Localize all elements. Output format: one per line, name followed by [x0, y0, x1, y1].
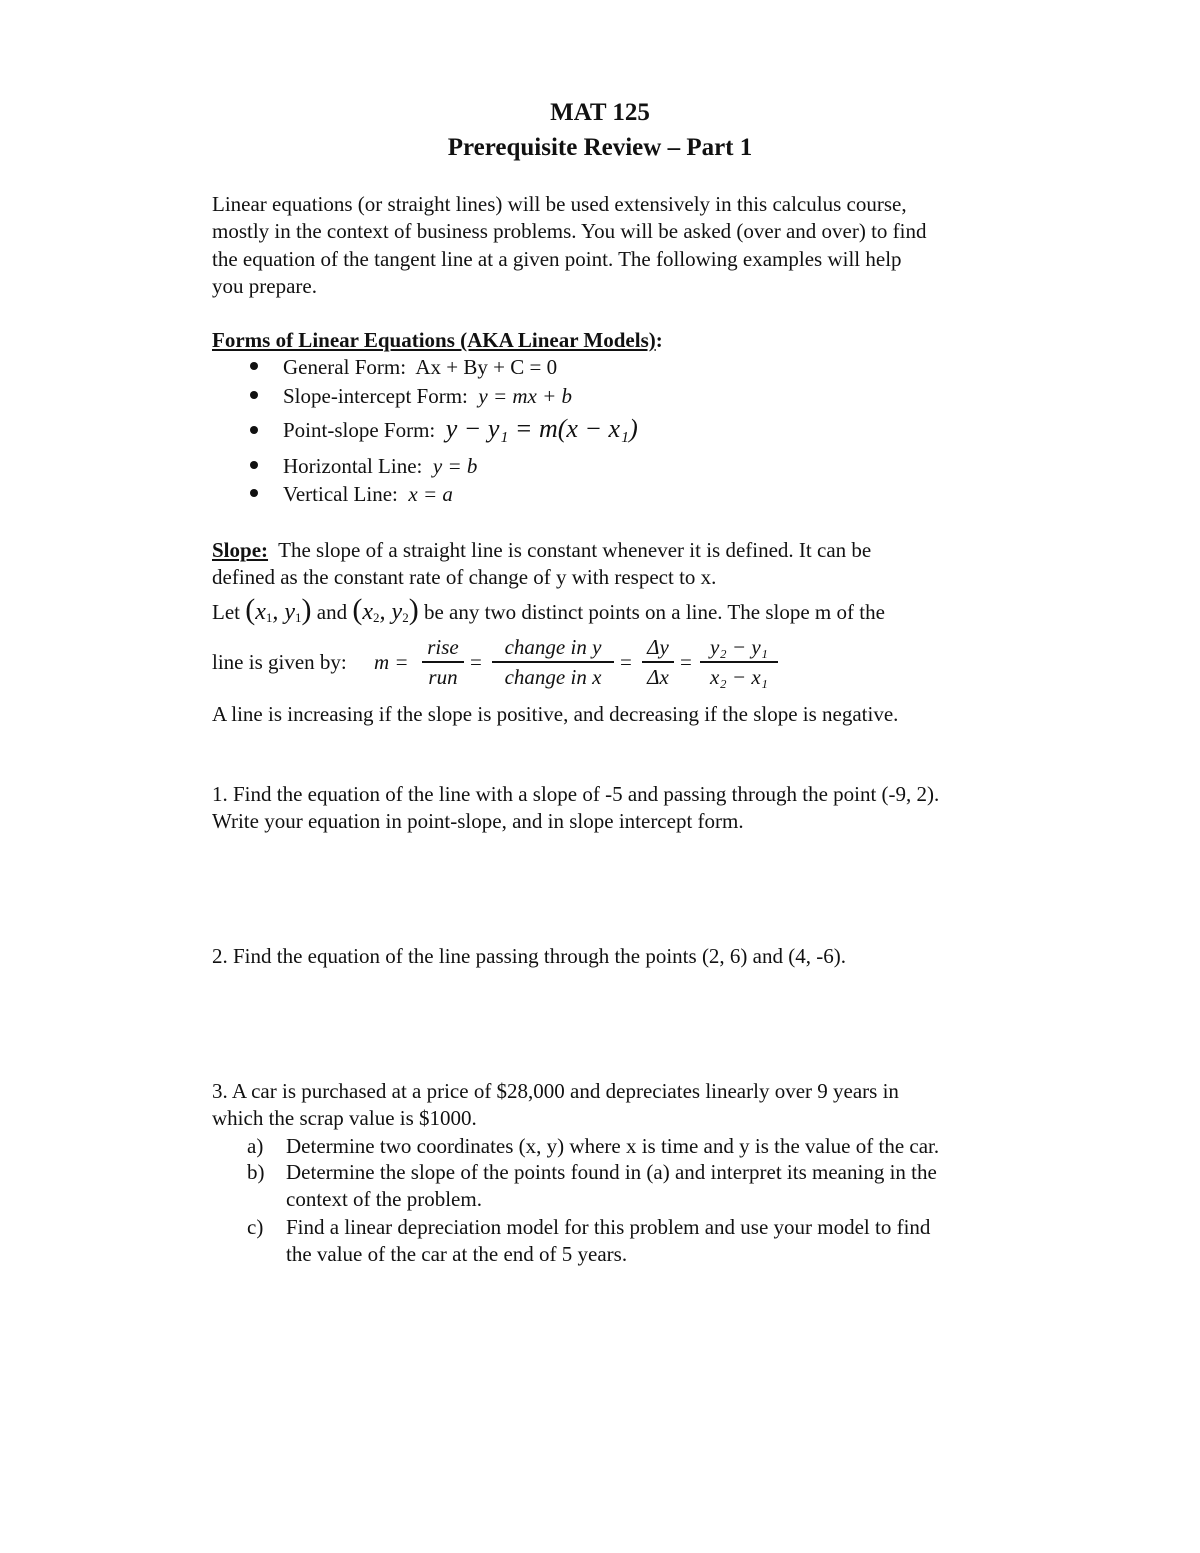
- fraction-bar: [700, 661, 778, 663]
- form-label: Point-slope Form:: [283, 418, 436, 442]
- slope-def-text: be any two distinct points on a line. The slope m of the: [423, 600, 885, 624]
- equals-sign: =: [680, 650, 692, 674]
- subpart-text: Determine the slope of the points found in (a) and interpret its meaning in the: [286, 1160, 937, 1184]
- form-label: Slope-intercept Form:: [283, 384, 468, 408]
- fraction-bar: [422, 661, 464, 663]
- forms-heading-row: [212, 327, 663, 353]
- equals-sign: =: [620, 650, 632, 674]
- m-equals: m =: [374, 650, 409, 674]
- slope-line-3: [212, 593, 885, 631]
- bullet-icon: [250, 391, 258, 399]
- page-title: Prerequisite Review – Part 1: [447, 134, 753, 161]
- problem-3-line-2: which the scrap value is $1000.: [212, 1106, 477, 1130]
- form-item-slope-intercept: [283, 383, 572, 409]
- fraction-points: [700, 634, 778, 690]
- intro-line: mostly in the context of business problems. You will be asked (over and over) to find: [212, 219, 927, 243]
- slope-formula-label: line is given by:: [212, 650, 347, 674]
- let-word: Let: [212, 600, 240, 624]
- problem-1-line-1: 1. Find the equation of the line with a slope of -5 and passing through the point (-9, 2).: [212, 782, 940, 806]
- subpart-letter: b): [247, 1160, 265, 1184]
- subpart-text: Determine two coordinates (x, y) where x is time and y is the value of the car.: [286, 1134, 940, 1158]
- form-formula: Ax + By + C = 0: [415, 355, 558, 379]
- fraction-rise-run: [422, 634, 464, 690]
- problem-1-line-2: Write your equation in point-slope, and in slope intercept form.: [212, 809, 744, 833]
- equals-sign: =: [470, 650, 482, 674]
- fraction-delta: [642, 634, 674, 690]
- form-item-horizontal: [283, 453, 477, 479]
- subpart-text: Find a linear depreciation model for this problem and use your model to find: [286, 1215, 931, 1239]
- subpart-text: the value of the car at the end of 5 years.: [286, 1242, 628, 1266]
- slope-line-1: [212, 537, 871, 563]
- course-title: MAT 125: [550, 99, 650, 126]
- point-2: ($x_2$, $y_2$): [352, 593, 419, 626]
- fraction-denominator: x₂ − x₁: [710, 664, 768, 689]
- form-formula: y = b: [432, 454, 478, 478]
- slope-text: The slope of a straight line is constant whenever it is defined. It can be: [278, 538, 872, 562]
- subpart-letter: a): [247, 1134, 264, 1158]
- fraction-denominator: Δx: [647, 664, 669, 689]
- slope-line-5: A line is increasing if the slope is positive, and decreasing if the slope is negative.: [212, 702, 899, 726]
- point-1: ($x_1$, $y_1$): [245, 593, 312, 626]
- form-label: General Form:: [283, 355, 407, 379]
- fraction-numerator: y₂ − y₁: [710, 635, 768, 659]
- fraction-numerator: Δy: [647, 635, 669, 659]
- fraction-bar: [492, 661, 614, 663]
- fraction-denominator: change in x: [504, 664, 602, 689]
- forms-heading-colon: :: [655, 328, 663, 352]
- form-item-point-slope: [283, 416, 638, 443]
- form-label: Vertical Line:: [283, 482, 398, 506]
- fraction-denominator: run: [428, 664, 458, 689]
- slope-heading: Slope:: [212, 538, 269, 562]
- bullet-icon: [250, 362, 258, 370]
- slope-line-2: defined as the constant rate of change of y with respect to x.: [212, 565, 717, 589]
- form-item-vertical: [283, 481, 453, 507]
- form-formula: y − y₁ = m(x − x₁): [445, 414, 638, 443]
- form-formula: x = a: [408, 482, 453, 506]
- problem-2: 2. Find the equation of the line passing through the points (2, 6) and (4, -6).: [212, 944, 846, 968]
- fraction-numerator: rise: [427, 635, 459, 659]
- and-word: and: [316, 600, 348, 624]
- subpart-text: context of the problem.: [286, 1187, 482, 1211]
- form-label: Horizontal Line:: [283, 454, 423, 478]
- intro-line: you prepare.: [212, 274, 317, 298]
- form-item-general: [283, 354, 557, 380]
- bullet-icon: [250, 461, 258, 469]
- fraction-change: [492, 634, 614, 690]
- fraction-bar: [642, 661, 674, 663]
- fraction-numerator: change in y: [504, 635, 602, 659]
- intro-line: the equation of the tangent line at a given point. The following examples will help: [212, 247, 902, 271]
- problem-3-line-1: 3. A car is purchased at a price of $28,000 and depreciates linearly over 9 years in: [212, 1079, 899, 1103]
- bullet-icon: [250, 489, 258, 497]
- intro-line: Linear equations (or straight lines) will be used extensively in this calculus course,: [212, 192, 907, 216]
- subpart-letter: c): [247, 1215, 264, 1239]
- forms-heading: Forms of Linear Equations (AKA Linear Models): [212, 328, 656, 352]
- form-formula: y = mx + b: [478, 384, 573, 408]
- bullet-icon: [250, 426, 258, 434]
